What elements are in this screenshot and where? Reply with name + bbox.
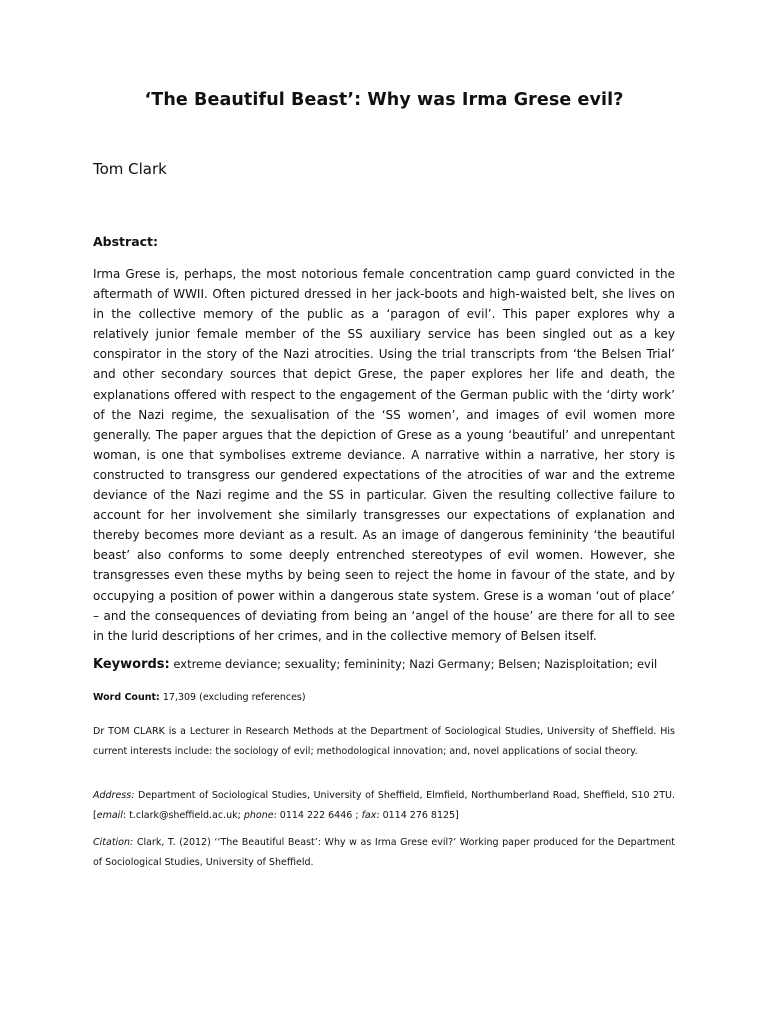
keywords-text: extreme deviance; sexuality; femininity; Nazi Germany; Belsen; Nazisploitation; evil [169, 657, 658, 671]
email-value[interactable]: : t.clark@sheffield.ac.uk; [122, 809, 244, 821]
keywords-label: Keywords: [93, 657, 170, 672]
email-label: email [96, 809, 123, 821]
author-bio: Dr TOM CLARK is a Lecturer in Research Methods at the Department of Sociological Studies, University of Sheffield. His current interests include: the sociology of evil; methodological innovation; and, novel applications of social theory. [93, 726, 675, 757]
abstract-heading: Abstract: [93, 234, 159, 249]
abstract-body: Irma Grese is, perhaps, the most notorious female concentration camp guard convicted in the aftermath of WWII. Often pictured dressed in her jack-boots and high-waisted belt, she lives on in the collective memory of the public as a ‘paragon of evil’. This paper explores why a relatively junior female member of the SS auxiliary service has been singled out as a key conspirator in the story of the Nazi atrocities. Using the trial transcripts from ‘the Belsen Trial’ and other secondary sources that depict Grese, the paper explores her life and death, the explanations offered with respect to the engagement of the German public with the ‘dirty work’ of the Nazi regime, the sexualisation of the ‘SS women’, and images of evil women more generally. The paper argues that the depiction of Grese as a young ‘beautiful’ and unrepentant woman, is one that symbolises extreme deviance. A narrative within a narrative, her story is constructed to transgress our gendered expectations of the atrocities of war and the extreme deviance of the Nazi regime and the SS in particular. Given the resulting collective failure to account for her involvement she similarly transgresses our expectations of explanation and thereby becomes more deviant as a result. As an image of dangerous femininity ‘the beautiful beast’ also conforms to some deeply entrenched stereotypes of evil women. However, she transgresses even these myths by being seen to reject the home in favour of the state, and by occupying a position of power within a dangerous state system. Grese is a woman ‘out of place’ – and the consequences of deviating from being an ‘angel of the house’ are there for all to see in the lurid descriptions of her crimes, and in the collective memory of Belsen itself. [93, 267, 675, 643]
phone-label: phone [243, 809, 274, 821]
address-label: Address: [93, 790, 135, 801]
citation-text: Clark, T. (2012) ‘‘The Beautiful Beast’: Why w as Irma Grese evil?’ Working paper produced for the Department of Sociological Studies, University of Sheffield. [93, 837, 675, 868]
fax-value: : 0114 276 8125] [376, 809, 459, 821]
citation-block [93, 833, 675, 872]
address-block [93, 786, 675, 825]
word-count-label: Word Count: [93, 692, 160, 703]
address-text: Department of Sociological Studies, University of Sheffield, Elmfield, Northumberland Road, Sheffield, S10 2TU. [ [93, 790, 675, 821]
fax-label: fax [361, 809, 377, 821]
keywords-line [93, 657, 693, 672]
paper-title: ‘The Beautiful Beast’: Why was Irma Grese evil? [144, 90, 624, 110]
author-name: Tom Clark [93, 160, 167, 178]
word-count-line [93, 692, 306, 703]
citation-label: Citation: [93, 837, 134, 848]
phone-value: : 0114 222 6446 ; [273, 809, 362, 821]
word-count-text: 17,309 (excluding references) [159, 692, 306, 703]
